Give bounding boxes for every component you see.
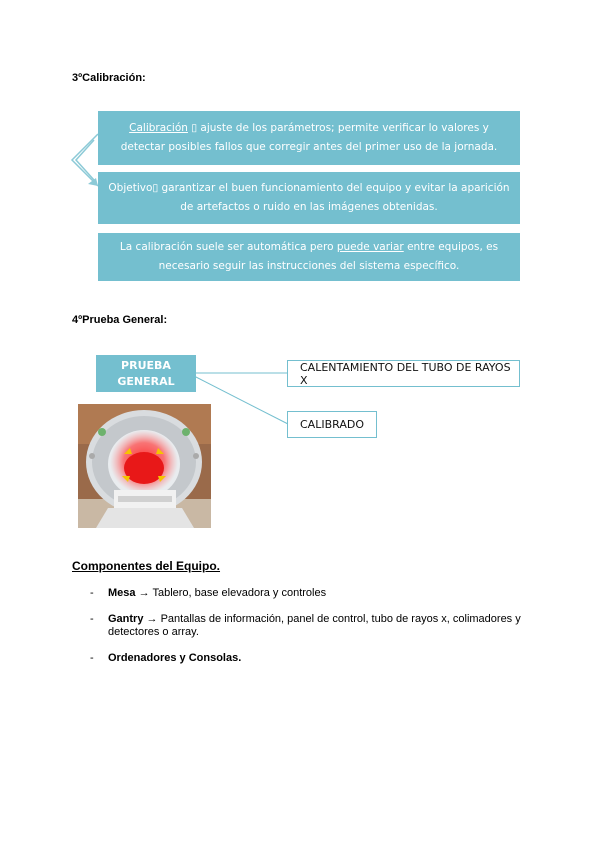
automatica-box — [98, 233, 520, 281]
prueba-general-label: PRUEBA GENERAL — [117, 358, 175, 388]
calentamiento-box — [287, 360, 520, 387]
arrow-icon: → — [135, 587, 153, 599]
list-item — [108, 652, 528, 665]
arrow-icon: → — [143, 613, 161, 625]
calentamiento-label: CALENTAMIENTO DEL TUBO DE RAYOS X — [300, 360, 511, 387]
glyph-icon: ▯ — [187, 122, 198, 134]
calibracion-box — [98, 111, 520, 165]
calibracion-link[interactable]: Calibración — [129, 122, 188, 134]
calibrado-label: CALIBRADO — [300, 418, 364, 431]
list-item — [108, 587, 528, 600]
component-item-mesa — [90, 587, 540, 601]
section-heading-prueba-general: 4ºPrueba General: — [72, 314, 168, 326]
objetivo-label: Objetivo — [108, 182, 153, 194]
glyph-icon: ▯ — [152, 182, 159, 194]
automatica-text-post: entre equipos, es necesario seguir las instrucciones del sistema específico. — [158, 241, 499, 272]
component-item-ordenadores — [90, 652, 540, 666]
automatica-text-pre: La calibración suele ser automática pero — [119, 241, 337, 253]
item-title: Ordenadores y Consolas. — [108, 652, 242, 664]
calibracion-text: ajuste de los parámetros; permite verificar lo valores y detectar posibles fallos que corregir antes del primer uso de la jornada. — [120, 122, 498, 153]
prueba-general-box — [96, 355, 196, 392]
components-heading — [72, 559, 220, 573]
item-title: Mesa — [108, 587, 136, 599]
list-item — [108, 613, 528, 639]
puede-variar-link[interactable]: puede variar — [336, 241, 404, 253]
item-text: Tablero, base elevadora y controles — [152, 587, 327, 599]
list-dash: - — [90, 613, 94, 625]
ct-scanner-photo — [78, 404, 211, 528]
calibrado-box — [287, 411, 377, 438]
components-heading-text: Componentes del Equipo. — [72, 559, 221, 573]
list-dash: - — [90, 587, 94, 599]
section-heading-calibracion: 3ºCalibración: — [72, 72, 146, 84]
objetivo-text: garantizar el buen funcionamiento del equipo y evitar la aparición de artefactos o ruido en las imágenes obtenidas. — [158, 182, 510, 213]
list-dash: - — [90, 652, 94, 664]
objetivo-box — [98, 172, 520, 224]
item-text: Pantallas de información, panel de control, tubo de rayos x, colimadores y detectores o array. — [108, 613, 521, 638]
item-title: Gantry — [108, 613, 144, 625]
component-item-gantry — [90, 613, 540, 641]
